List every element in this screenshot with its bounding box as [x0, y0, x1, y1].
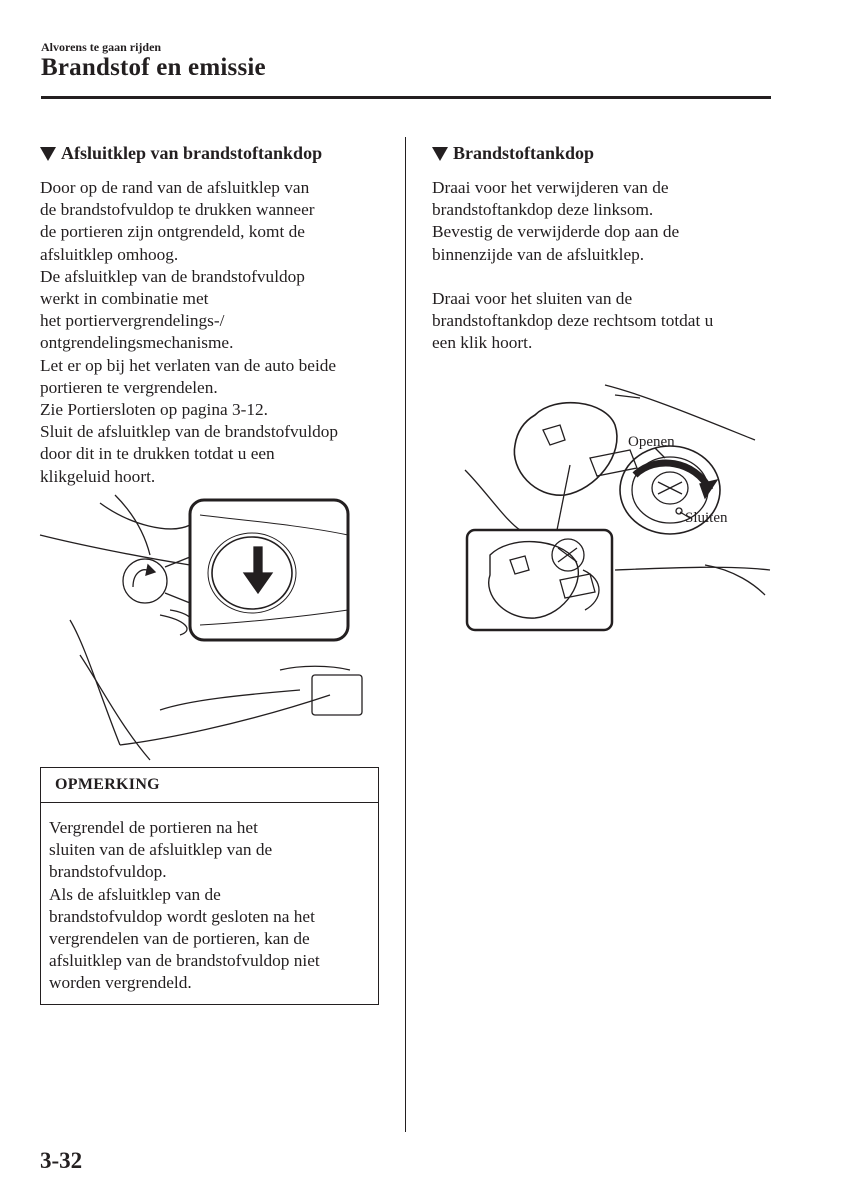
text-line: brandstofvuldop wordt gesloten na het — [49, 906, 315, 926]
note-box — [40, 767, 379, 1005]
text-line: brandstoftankdop deze linksom. — [432, 200, 654, 220]
text-line: klikgeluid hoort. — [40, 466, 156, 486]
section-heading-fuel-lid — [40, 143, 322, 164]
chapter-label: Alvorens te gaan rijden — [41, 40, 162, 54]
page-number: 3-32 — [40, 1148, 83, 1173]
text-line: binnenzijde van de afsluitklep. — [432, 244, 645, 264]
fuel-lid-illustration — [40, 495, 380, 760]
header-rule — [41, 96, 771, 99]
column-divider — [405, 137, 406, 1132]
text-line: worden vergrendeld. — [49, 973, 192, 993]
fuel-cap-illustration — [465, 380, 775, 635]
text-line: Bevestig de verwijderde dop aan de — [432, 222, 680, 242]
text-line: werkt in combinatie met — [40, 289, 209, 309]
text-line: door dit in te drukken totdat u een — [40, 444, 275, 464]
text-line: de portieren zijn ontgrendeld, komt de — [40, 222, 305, 242]
text-line: Zie Portiersloten op pagina 3-12. — [40, 400, 268, 420]
triangle-bullet-icon — [40, 147, 56, 161]
fuel-lid-description — [40, 177, 338, 488]
text-line: brandstofvuldop. — [49, 862, 167, 882]
text-line: De afsluitklep van de brandstofvuldop — [40, 266, 305, 286]
text-line: sluiten van de afsluitklep van de — [49, 840, 273, 860]
fuel-cap-description — [432, 177, 713, 354]
note-text — [41, 803, 378, 995]
triangle-bullet-icon — [432, 147, 448, 161]
text-line: brandstoftankdop deze rechtsom totdat u — [432, 311, 714, 331]
text-line: Als de afsluitklep van de — [49, 884, 221, 904]
close-label: Sluiten — [685, 510, 728, 526]
open-label: Openen — [628, 434, 675, 450]
text-line: Let er op bij het verlaten van de auto beide — [40, 355, 337, 375]
section-heading-fuel-cap — [432, 143, 594, 164]
text-line: ontgrendelingsmechanisme. — [40, 333, 234, 353]
text-line: een klik hoort. — [432, 333, 533, 353]
note-heading: OPMERKING — [41, 768, 378, 803]
text-line: afsluitklep van de brandstofvuldop niet — [49, 951, 320, 971]
text-line: Vergrendel de portieren na het — [49, 818, 258, 837]
page-title: Brandstof en emissie — [41, 54, 266, 81]
text-line: Sluit de afsluitklep van de brandstofvuldop — [40, 422, 339, 442]
section-heading-text: Afsluitklep van brandstoftankdop — [61, 143, 323, 163]
section-heading-text: Brandstoftankdop — [453, 143, 595, 163]
text-line: het portiervergrendelings-/ — [40, 311, 225, 331]
text-line: de brandstofvuldop te drukken wanneer — [40, 200, 315, 220]
text-line: portieren te vergrendelen. — [40, 377, 218, 397]
text-line: Draai voor het sluiten van de — [432, 288, 633, 308]
text-line: afsluitklep omhoog. — [40, 244, 179, 264]
text-line: vergrendelen van de portieren, kan de — [49, 929, 310, 949]
text-line: Draai voor het verwijderen van de — [432, 178, 669, 197]
text-line: Door op de rand van de afsluitklep van — [40, 178, 310, 197]
